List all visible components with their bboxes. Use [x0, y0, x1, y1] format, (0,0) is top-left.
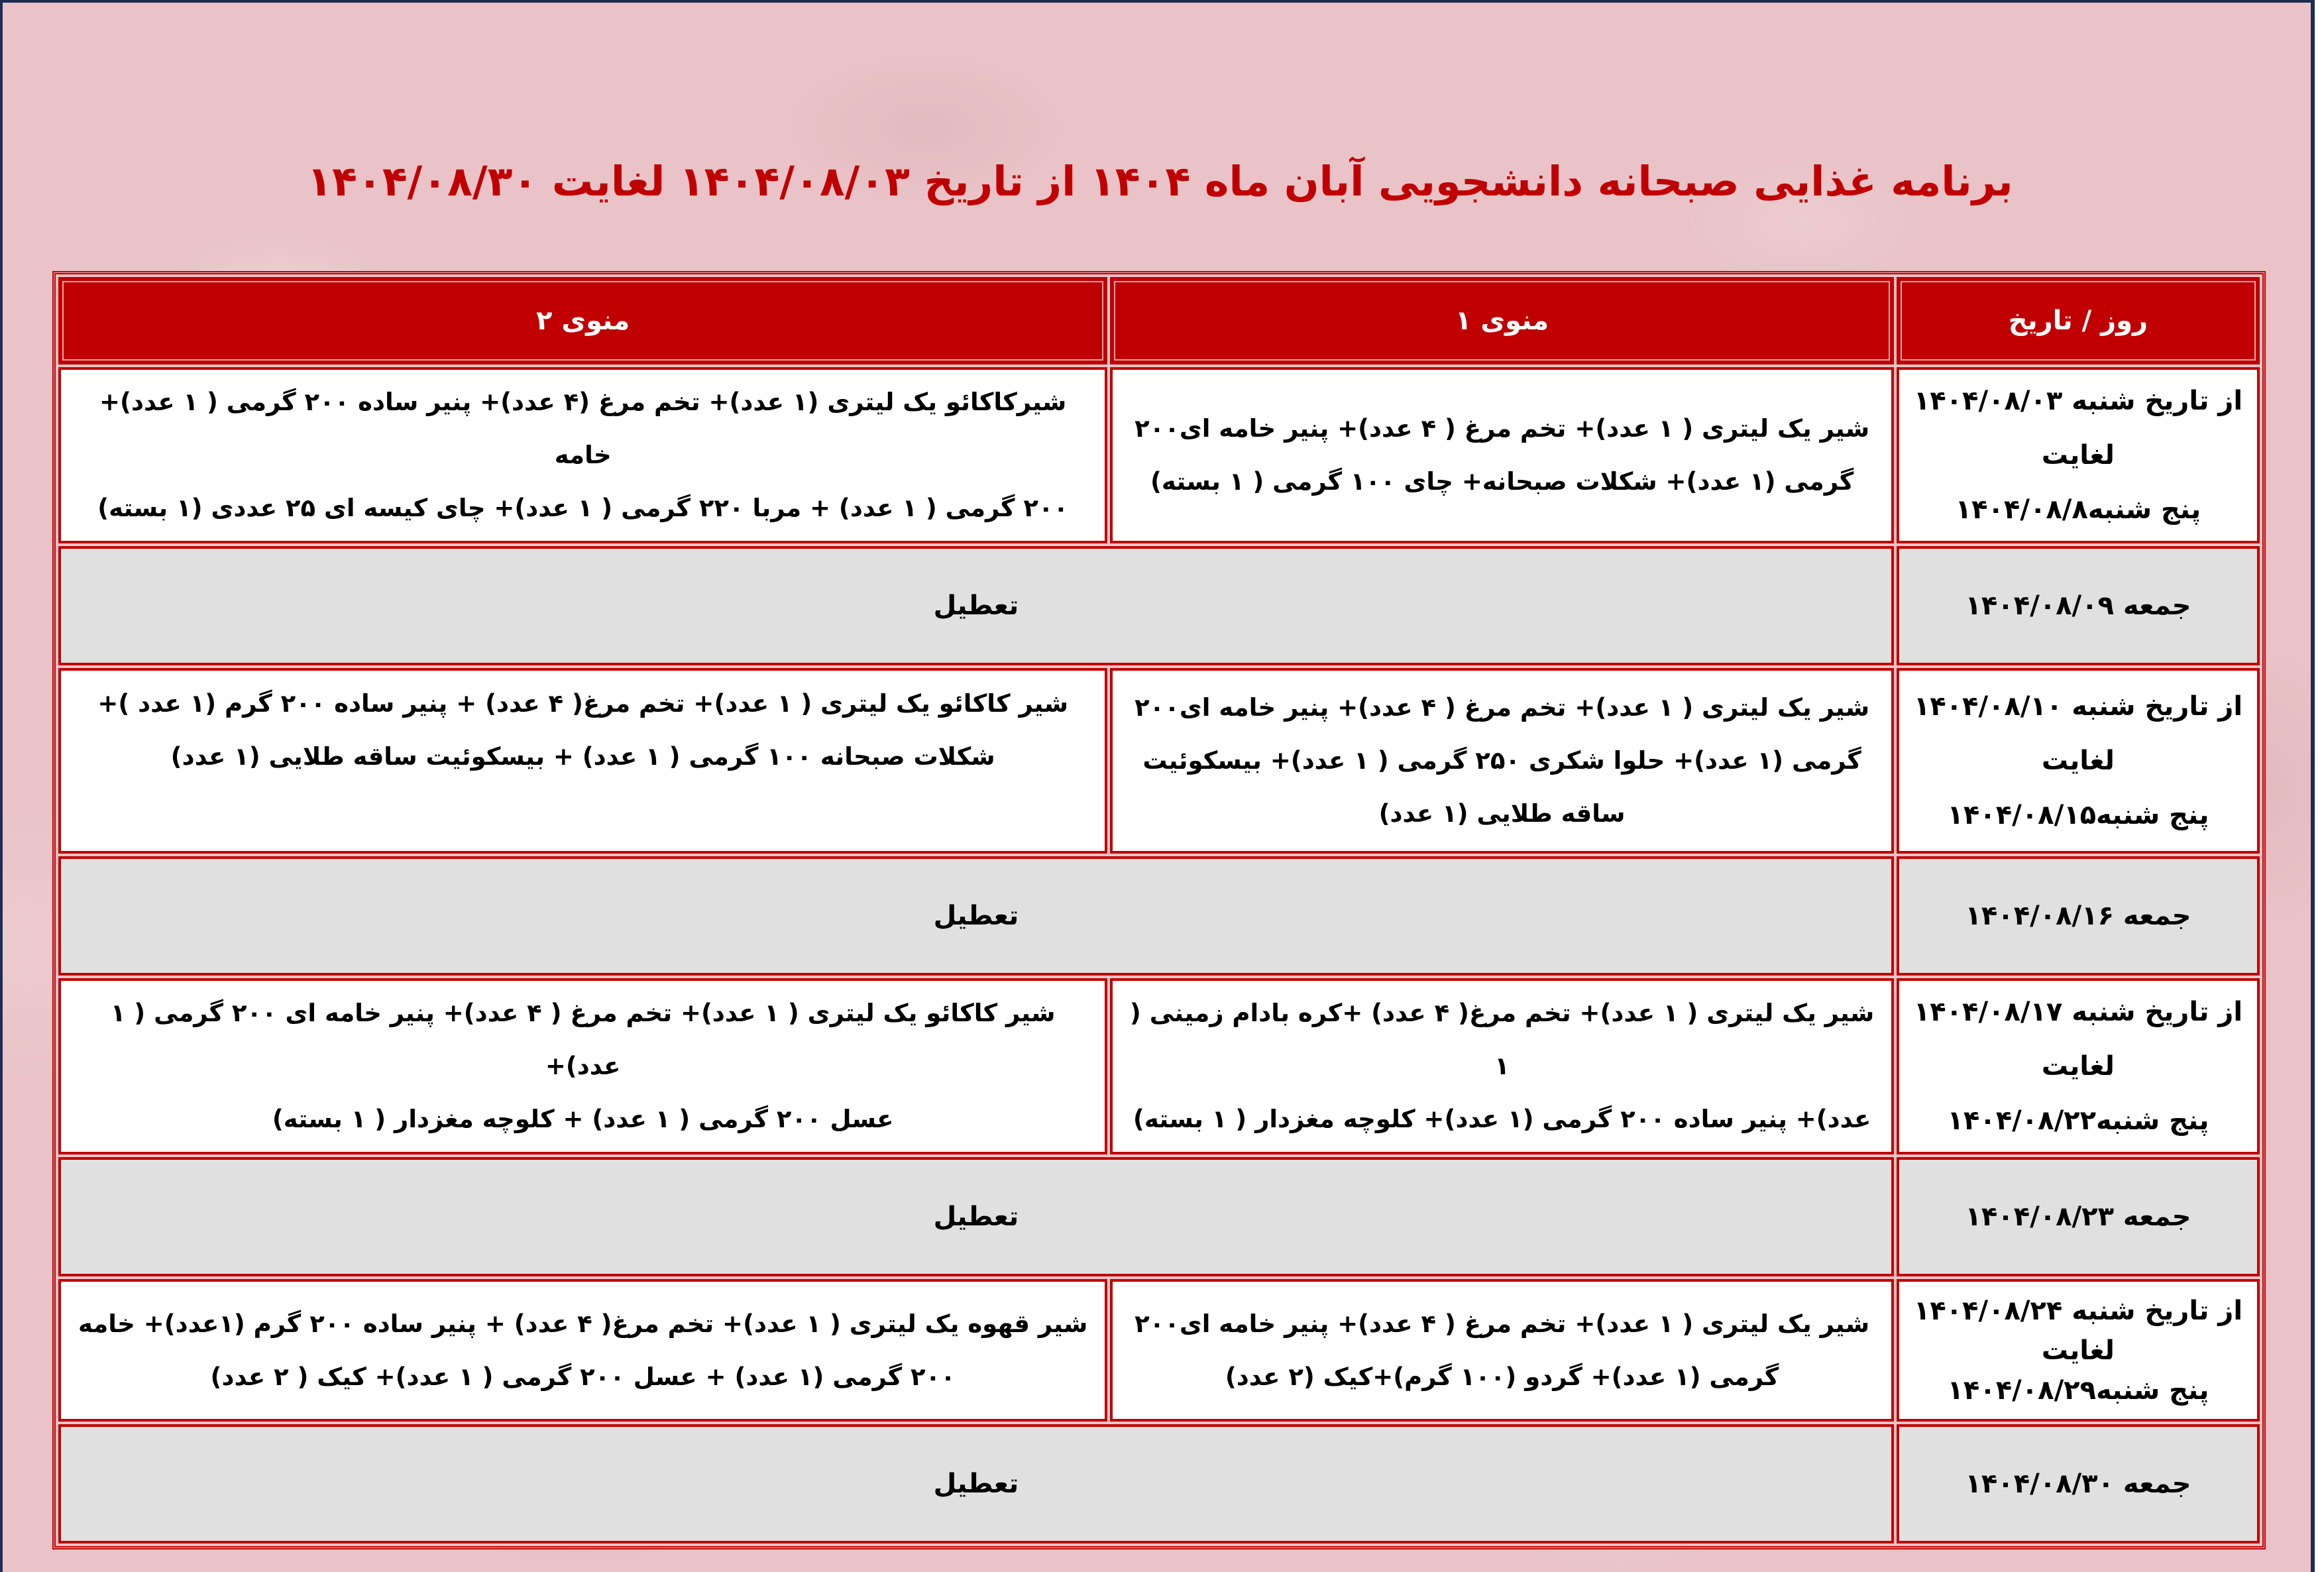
menu2-line: شیر کاکائو یک لیتری ( ۱ عدد)+ تخم مرغ ( ۴ عدد)+ پنیر خامه ای ۲۰۰ گرمی ( ۱ عدد)+	[110, 999, 1056, 1080]
date-to: پنج شنبه۱۴۰۴/۰۸/۱۵	[1947, 800, 2209, 830]
holiday-date-cell: جمعه ۱۴۰۴/۰۸/۱۶	[1897, 856, 2260, 976]
date-until-label: لغایت	[2041, 1335, 2115, 1366]
date-from: از تاریخ شنبه ۱۴۰۴/۰۸/۱۷	[1913, 997, 2243, 1027]
menu2-line: شیرکاکائو یک لیتری (۱ عدد)+ تخم مرغ (۴ عدد)+ پنیر ساده ۲۰۰ گرمی ( ۱ عدد)+ خامه	[99, 388, 1067, 469]
menu1-line: شیر یک لیتری ( ۱ عدد)+ تخم مرغ ( ۴ عدد)+ پنیر خامه ای۲۰۰	[1134, 414, 1870, 443]
date-range-cell	[1897, 668, 2260, 854]
holiday-label-cell: تعطیل	[58, 1424, 1894, 1544]
menu2-cell	[58, 978, 1107, 1154]
header-menu1: منوی ۱	[1110, 277, 1893, 365]
date-range-cell	[1897, 367, 2260, 543]
table-row-week-2	[58, 668, 2260, 854]
date-from: از تاریخ شنبه ۱۴۰۴/۰۸/۰۳	[1913, 386, 2243, 416]
table-row-week-3	[58, 978, 2260, 1154]
holiday-date-cell: جمعه ۱۴۰۴/۰۸/۰۹	[1897, 546, 2260, 665]
menu1-line: شیر یک لیتری ( ۱ عدد)+ تخم مرغ ( ۴ عدد)+ پنیر خامه ای۲۰۰	[1134, 1309, 1870, 1338]
header-row	[58, 277, 2260, 365]
table-row-holiday	[58, 546, 2260, 665]
menu2-line: شکلات صبحانه ۱۰۰ گرمی ( ۱ عدد) + بیسکوئیت ساقه طلایی (۱ عدد)	[170, 742, 995, 771]
date-until-label: لغایت	[2041, 440, 2115, 471]
header-menu2: منوی ۲	[58, 277, 1107, 365]
table-row-holiday	[58, 856, 2260, 976]
date-to: پنج شنبه۱۴۰۴/۰۸/۲۹	[1947, 1375, 2209, 1406]
holiday-label-cell: تعطیل	[58, 1157, 1894, 1276]
date-until-label: لغایت	[2041, 1051, 2115, 1082]
menu1-cell	[1110, 668, 1893, 854]
menu1-cell	[1110, 978, 1893, 1154]
menu1-line: ساقه طلایی (۱ عدد)	[1378, 799, 1626, 828]
menu2-line: ۲۰۰ گرمی ( ۱ عدد) + مربا ۲۲۰ گرمی ( ۱ عدد)+ چای کیسه ای ۲۵ عددی (۱ بسته)	[97, 494, 1069, 522]
menu2-line: ۲۰۰ گرمی (۱ عدد) + عسل ۲۰۰ گرمی ( ۱ عدد)+ کیک ( ۲ عدد)	[210, 1362, 956, 1391]
menu1-line: شیر یک لیتری ( ۱ عدد)+ تخم مرغ( ۴ عدد) +کره بادام زمینی ( ۱	[1129, 999, 1875, 1080]
breakfast-menu-table	[52, 271, 2266, 1549]
table-row-holiday	[58, 1157, 2260, 1276]
menu2-line: شیر کاکائو یک لیتری ( ۱ عدد)+ تخم مرغ( ۴ عدد) + پنیر ساده ۲۰۰ گرم (۱ عدد )+	[97, 689, 1069, 718]
menu1-line: گرمی (۱ عدد)+ شکلات صبحانه+ چای ۱۰۰ گرمی ( ۱ بسته)	[1150, 467, 1854, 496]
menu1-cell	[1110, 367, 1893, 543]
menu1-line: شیر یک لیتری ( ۱ عدد)+ تخم مرغ ( ۴ عدد)+ پنیر خامه ای۲۰۰	[1134, 693, 1870, 722]
page-title: برنامه غذایی صبحانه دانشجویی آبان ماه ۱۴۰۴ از تاریخ ۱۴۰۴/۰۸/۰۳ لغایت ۱۴۰۴/۰۸/۳۰	[307, 157, 2013, 205]
holiday-date-cell: جمعه ۱۴۰۴/۰۸/۲۳	[1897, 1157, 2260, 1276]
date-from: از تاریخ شنبه ۱۴۰۴/۰۸/۲۴	[1913, 1295, 2243, 1326]
table-row-holiday	[58, 1424, 2260, 1544]
menu2-cell	[58, 1279, 1107, 1422]
menu2-line: عسل ۲۰۰ گرمی ( ۱ عدد) + کلوچه مغزدار ( ۱ بسته)	[272, 1105, 894, 1133]
date-range-cell	[1897, 1279, 2260, 1422]
menu2-line: شیر قهوه یک لیتری ( ۱ عدد)+ تخم مرغ( ۴ عدد) + پنیر ساده ۲۰۰ گرم (۱عدد)+ خامه	[78, 1309, 1088, 1338]
table-row-week-1	[58, 367, 2260, 543]
menu1-line: گرمی (۱ عدد)+ گردو (۱۰۰ گرم)+کیک (۲ عدد)	[1225, 1362, 1779, 1391]
date-from: از تاریخ شنبه ۱۴۰۴/۰۸/۱۰	[1913, 691, 2243, 722]
table-row-week-4	[58, 1279, 2260, 1422]
menu2-cell	[58, 367, 1107, 543]
date-to: پنج شنبه۱۴۰۴/۰۸/۲۲	[1947, 1105, 2209, 1136]
date-to: پنج شنبه۱۴۰۴/۰۸/۸	[1955, 494, 2201, 525]
menu1-line: گرمی (۱ عدد)+ حلوا شکری ۲۵۰ گرمی ( ۱ عدد)+ بیسکوئیت	[1142, 746, 1861, 775]
date-range-cell	[1897, 978, 2260, 1154]
holiday-date-cell: جمعه ۱۴۰۴/۰۸/۳۰	[1897, 1424, 2260, 1544]
holiday-label-cell: تعطیل	[58, 856, 1894, 976]
header-date: روز / تاریخ	[1897, 277, 2260, 365]
holiday-label-cell: تعطیل	[58, 546, 1894, 665]
menu1-line: عدد)+ پنیر ساده ۲۰۰ گرمی (۱ عدد)+ کلوچه مغزدار ( ۱ بسته)	[1133, 1105, 1871, 1133]
menu1-cell	[1110, 1279, 1893, 1422]
date-until-label: لغایت	[2041, 746, 2115, 776]
menu2-cell	[58, 668, 1107, 854]
